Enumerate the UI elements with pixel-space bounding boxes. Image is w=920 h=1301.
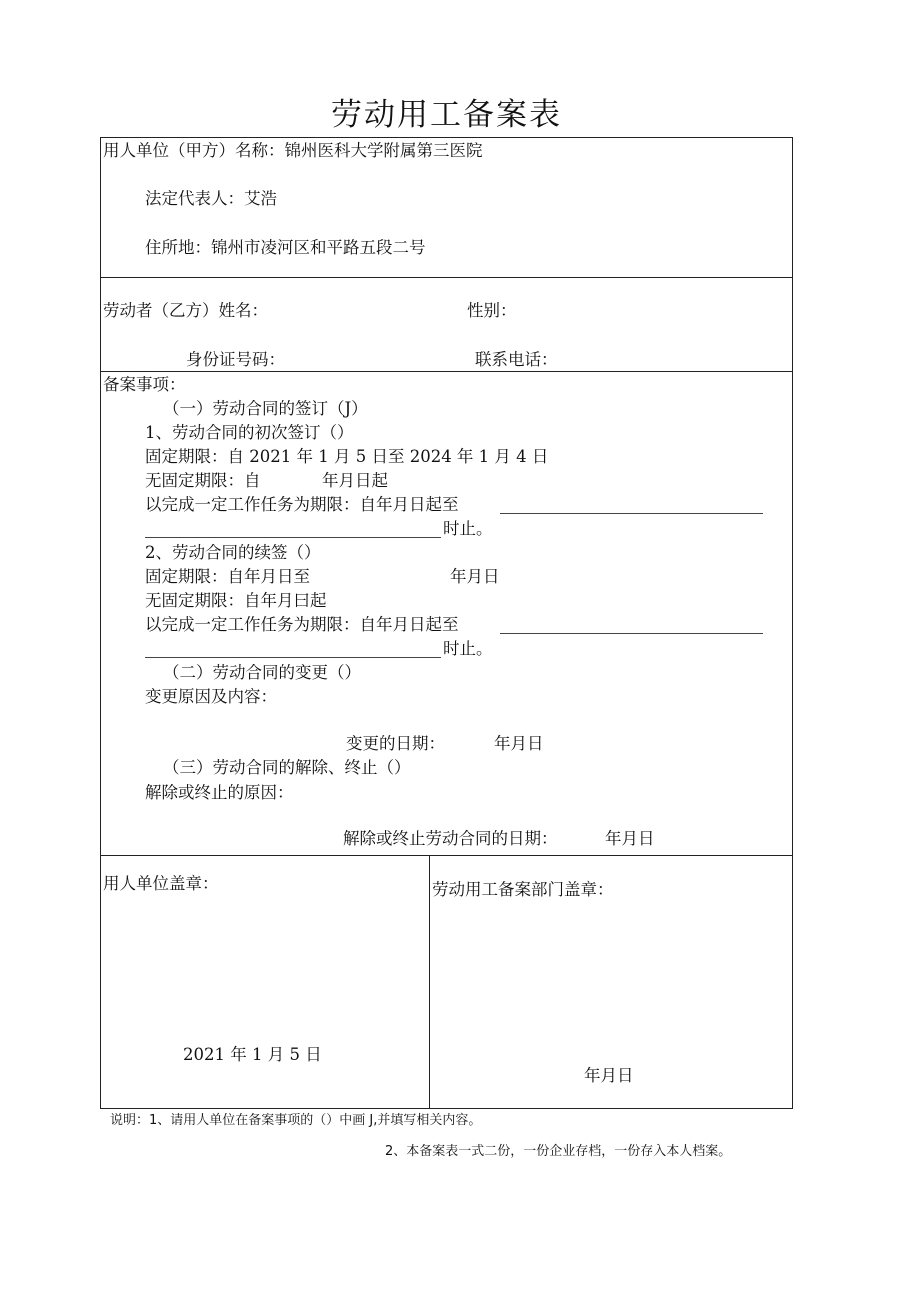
dept-seal-label: 劳动用工备案部门盖章：: [432, 880, 614, 899]
renewal-fixed-term-end: 年月日: [450, 567, 500, 586]
termination-date-value: 年月日: [605, 829, 655, 848]
section-contract-termination: （三）劳动合同的解除、终止（）: [163, 758, 411, 777]
initial-open-term: 无固定期限：自: [145, 471, 261, 490]
initial-open-term-date: 年月日起: [322, 471, 388, 490]
worker-phone-label: 联系电话：: [475, 350, 558, 369]
employer-name: 用人单位（甲方）名称：锦州医科大学附属第三医院: [103, 141, 483, 160]
legal-representative: 法定代表人：艾浩: [145, 189, 277, 208]
note-2: 2、本备案表一式二份，一份企业存档，一份存入本人档案。: [385, 1144, 732, 1159]
change-date-label: 变更的日期：: [346, 734, 445, 753]
initial-signing: 1、劳动合同的初次签订（）: [145, 423, 354, 442]
worker-gender-label: 性别：: [467, 301, 517, 320]
worker-id-label: 身份证号码：: [186, 350, 285, 369]
initial-task-underline-2: [145, 537, 441, 538]
termination-reason-label: 解除或终止的原因：: [145, 783, 294, 802]
renewal-open-term: 无固定期限：自年月曰起: [145, 591, 327, 610]
employer-seal-label: 用人单位盖章：: [103, 874, 219, 893]
section-contract-signing: （一）劳动合同的签订（J）: [163, 399, 368, 418]
initial-task-end: 时止。: [443, 519, 493, 538]
seal-column-divider: [429, 855, 430, 1109]
page-title: 劳动用工备案表: [331, 97, 562, 133]
renewal-task-end: 时止。: [443, 639, 493, 658]
change-date-value: 年月日: [494, 734, 544, 753]
termination-date-label: 解除或终止劳动合同的日期：: [343, 829, 558, 848]
renewal-fixed-term: 固定期限：自年月日至: [145, 567, 310, 586]
note-1: 说明：1、请用人单位在备案事项的（）中画 J,并填写相关内容。: [110, 1113, 482, 1128]
table-border-left: [100, 137, 101, 1109]
table-border-right: [792, 137, 793, 1109]
change-reason-label: 变更原因及内容：: [145, 687, 277, 706]
renewal-task-underline: [500, 633, 763, 634]
renewal-task-underline-2: [145, 657, 441, 658]
dept-seal-date: 年月日: [584, 1066, 634, 1085]
filing-header: 备案事项：: [103, 375, 186, 394]
row-divider-employer: [100, 277, 793, 278]
row-divider-worker: [100, 371, 793, 372]
section-contract-change: （二）劳动合同的变更（）: [163, 663, 361, 682]
renewal-signing: 2、劳动合同的续签（）: [145, 543, 321, 562]
initial-task-term: 以完成一定工作任务为期限：自年月日起至: [145, 495, 459, 514]
row-divider-filing: [100, 855, 793, 856]
initial-fixed-term: 固定期限：自 2021 年 1 月 5 日至 2024 年 1 月 4 日: [145, 447, 549, 466]
table-border-top: [100, 137, 793, 138]
renewal-task-term: 以完成一定工作任务为期限：自年月日起至: [145, 615, 459, 634]
initial-task-underline: [500, 513, 763, 514]
table-border-bottom: [100, 1108, 793, 1109]
employer-seal-date: 2021 年 1 月 5 日: [183, 1045, 322, 1064]
worker-name-label: 劳动者（乙方）姓名：: [103, 301, 268, 320]
employer-address: 住所地：锦州市凌河区和平路五段二号: [145, 238, 426, 257]
